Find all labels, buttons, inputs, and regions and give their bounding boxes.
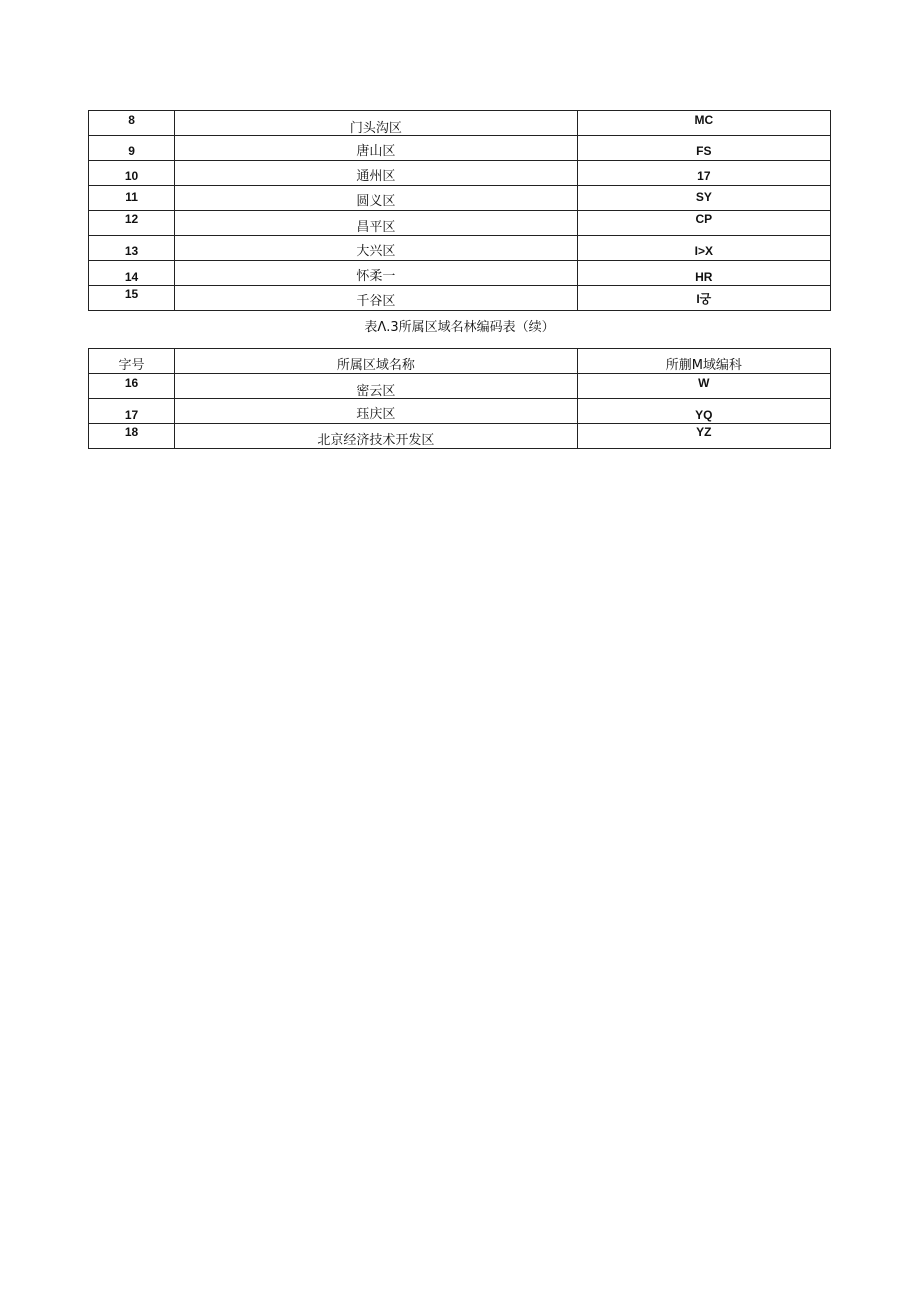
header-code: 所蒯M域编科 [665,358,742,373]
row-number: 10 [124,169,139,183]
table-row [89,399,831,424]
region-code-cell [577,136,830,161]
row-number: 9 [128,144,135,158]
region-name-cell [175,161,578,186]
region-code: I>X [694,244,713,258]
row-number: 13 [124,244,139,258]
region-code: SY [695,190,712,204]
region-name-cell [175,211,578,236]
region-name: 圆义区 [356,194,396,209]
region-code: W [698,376,710,390]
table-caption: 表Λ.3所属区域名林编码表（续） [364,320,555,335]
row-number-cell [89,374,175,399]
row-number-cell [89,161,175,186]
table-header-row [89,349,831,374]
region-name-cell [175,261,578,286]
region-code-cell [577,236,830,261]
region-code: 17 [697,169,711,183]
region-code: CP [695,212,713,226]
region-code: FS [696,144,712,158]
row-number-cell [89,261,175,286]
region-code: HR [695,270,713,284]
table-row [89,136,831,161]
table-row [89,374,831,399]
region-name: 门头沟区 [349,121,402,136]
region-name: 昌平区 [356,220,396,235]
region-code-cell [577,374,830,399]
region-name-cell [175,236,578,261]
row-number-cell [89,399,175,424]
row-number-cell [89,236,175,261]
region-code-table-part2 [88,348,831,449]
table-row [89,261,831,286]
region-code-cell [577,424,830,449]
region-code-cell [577,111,830,136]
region-name: 密云区 [356,384,396,399]
table-row [89,186,831,211]
region-name: 北京经济技术开发区 [317,433,435,448]
region-name: 大兴区 [356,244,396,259]
region-name-cell [175,399,578,424]
row-number-cell [89,186,175,211]
region-code-cell [577,261,830,286]
region-name-cell [175,424,578,449]
region-code: MC [694,113,714,127]
table-row [89,211,831,236]
region-code-cell [577,399,830,424]
row-number-cell [89,111,175,136]
row-number-cell [89,286,175,311]
region-code-cell [577,186,830,211]
table-row [89,111,831,136]
region-code-cell [577,161,830,186]
region-name-cell [175,111,578,136]
region-code: YZ [696,425,712,439]
table-row [89,161,831,186]
header-cell-name [175,349,578,374]
header-name: 所属区域名称 [336,358,415,373]
table-row [89,236,831,261]
region-code-cell [577,286,830,311]
row-number: 17 [124,408,139,422]
row-number: 8 [128,113,135,127]
region-name-cell [175,286,578,311]
region-name: 唐山区 [356,144,396,159]
region-name: 通州区 [356,169,396,184]
row-number: 11 [125,190,138,204]
region-code: I궁 [696,292,712,306]
row-number-cell [89,211,175,236]
region-name-cell [175,374,578,399]
header-cell-number [89,349,175,374]
row-number: 18 [124,425,139,439]
row-number-cell [89,424,175,449]
region-name-cell [175,186,578,211]
region-name: 珏庆区 [356,407,396,422]
region-code-table-part1 [88,110,831,311]
table-row [89,286,831,311]
table-row [89,424,831,449]
header-cell-code [577,349,830,374]
header-number: 字号 [118,358,145,373]
row-number: 14 [124,270,139,284]
row-number: 12 [124,212,139,226]
region-code-cell [577,211,830,236]
row-number-cell [89,136,175,161]
region-code: YQ [695,408,713,422]
region-name: 千谷区 [356,294,396,309]
row-number: 15 [124,287,139,301]
region-name-cell [175,136,578,161]
row-number: 16 [124,376,139,390]
region-name: 怀柔一 [356,269,396,284]
